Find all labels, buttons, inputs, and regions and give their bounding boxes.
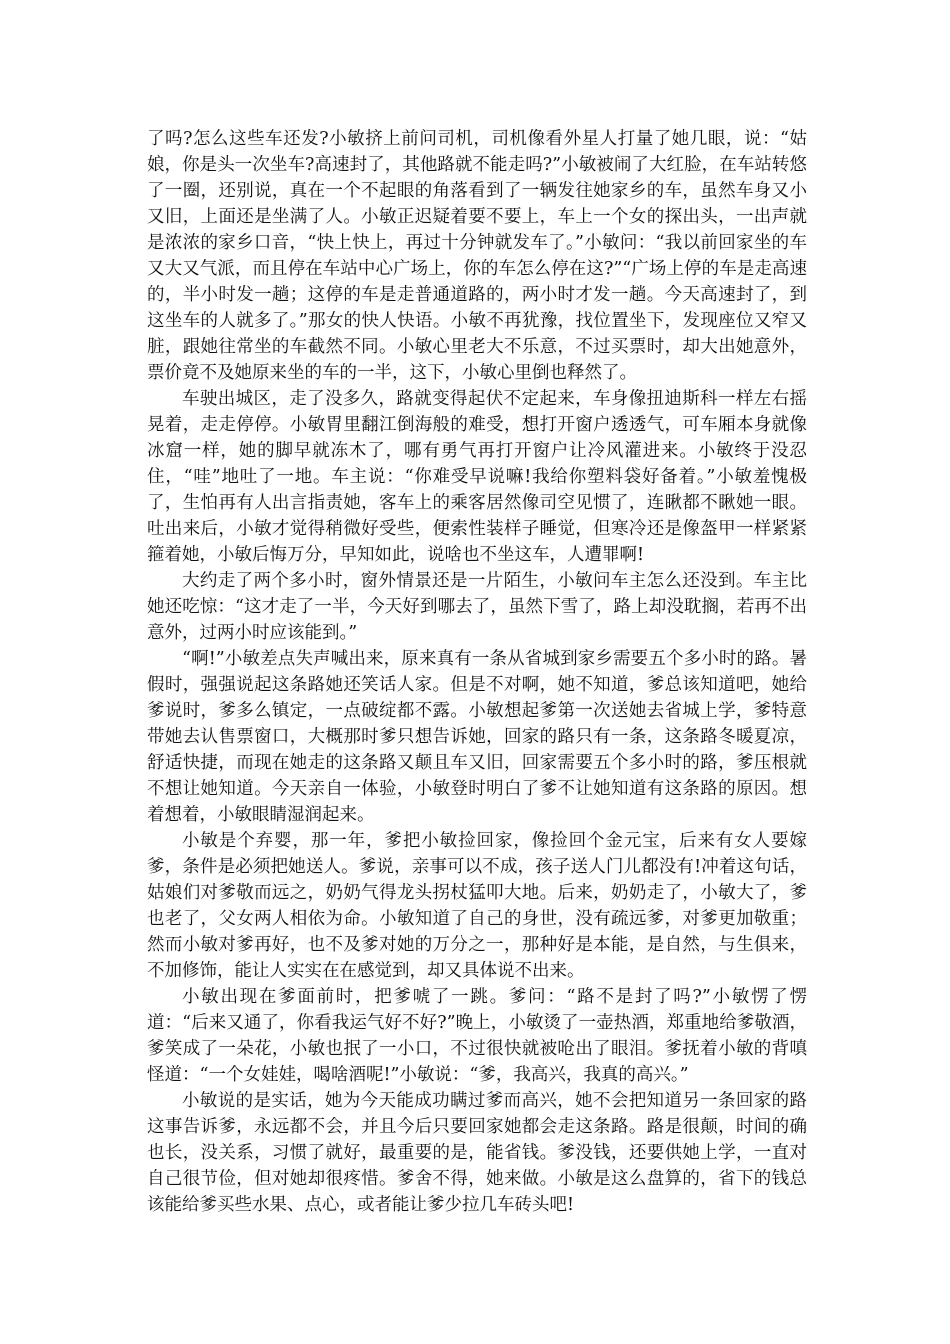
paragraph-3: 大约走了两个多小时，窗外情景还是一片陌生，小敏问车主怎么还没到。车主比她还吃惊：“这才走了一半，今天好到哪去了，虽然下雪了，路上却没耽搁，若再不出意外，过两小时应该能到。”: [147, 571, 807, 643]
paragraph-7: 小敏说的是实话，她为今天能成功瞒过爹而高兴，她不会把知道另一条回家的路这事告诉爹，永远都不会，并且今后只要回家她都会走这条路。路是很颠，时间的确也长，没关系，习惯了就好，最重要的是，能省钱。爹没钱，还要供她上学，一直对自己很节俭，但对她却很疼惜。爹舍不得，她来做。小敏是这么盘算的，省下的钱总该能给爹买些水果、点心，或者能让爹少拉几车砖头吧!: [147, 1091, 807, 1215]
paragraph-1: 了吗?怎么这些车还发?小敏挤上前问司机，司机像看外星人打量了她几眼，说：“姑娘，你是头一次坐车?高速封了，其他路就不能走吗?”小敏被闹了大红脸，在车站转悠了一圈，还别说，真在一个不起眼的角落看到了一辆发往她家乡的车，虽然车身又小又旧，上面还是坐满了人。小敏正迟疑着要不要上，车上一个女的探出头，一出声就是浓浓的家乡口音，“快上快上，再过十分钟就发车了。”小敏问：“我以前回家坐的车又大又气派，而且停在车站中心广场上，你的车怎么停在这?”“广场上停的车是走高速的，半小时发一趟；这停的车是走普通道路的，两小时才发一趟。今天高速封了，到这坐车的人就多了。”那女的快人快语。小敏不再犹豫，找位置坐下，发现座位又窄又脏，跟她往常坐的车截然不同。小敏心里老大不乐意，不过买票时，却大出她意外，票价竟不及她原来坐的车的一半，这下，小敏心里倒也释然了。: [147, 129, 807, 383]
paragraph-4: “啊!”小敏差点失声喊出来，原来真有一条从省城到家乡需要五个多小时的路。暑假时，强强说起这条路她还笑话人家。但是不对啊，她不知道，爹总该知道吧，她给爹说时，爹多么镇定，一点破绽都不露。小敏想起爹第一次送她去省城上学，爹特意带她去认售票窗口，大概那时爹只想告诉她，回家的路只有一条，这条路冬暖夏凉，舒适快捷，而现在她走的这条路又颠且车又旧，回家需要五个多小时的路，爹压根就不想让她知道。今天亲自一体验，小敏登时明白了爹不让她知道有这条路的原因。想着想着，小敏眼睛湿润起来。: [147, 649, 807, 825]
paragraph-6: 小敏出现在爹面前时，把爹唬了一跳。爹问：“路不是封了吗?”小敏愣了愣道：“后来又通了，你看我运气好不好?”晚上，小敏烫了一壶热酒，郑重地给爹敬酒，爹笑成了一朵花，小敏也抿了一小口，不过很快就被呛出了眼泪。爹抚着小敏的背嗔怪道：“一个女娃娃，喝啥酒呢!”小敏说：“爹，我高兴，我真的高兴。”: [147, 987, 807, 1085]
paragraph-2: 车驶出城区，走了没多久，路就变得起伏不定起来，车身像扭迪斯科一样左右摇晃着，走走停停。小敏胃里翻江倒海般的难受，想打开窗户透透气，可车厢本身就像冰窟一样，她的脚早就冻木了，哪有勇气再打开窗户让冷风灌进来。小敏终于没忍住，“哇”地吐了一地。车主说：“你难受早说嘛!我给你塑料袋好备着。”小敏羞愧极了，生怕再有人出言指责她，客车上的乘客居然像司空见惯了，连瞅都不瞅她一眼。吐出来后，小敏才觉得稍微好受些，便索性装样子睡觉，但寒冷还是像盔甲一样紧紧箍着她，小敏后悔万分，早知如此，说啥也不坐这车，人遭罪啊!: [147, 389, 807, 565]
story-text-body: [147, 126, 807, 1218]
paragraph-5: 小敏是个弃婴，那一年，爹把小敏捡回家，像捡回个金元宝，后来有女人要嫁爹，条件是必须把她送人。爹说，亲事可以不成，孩子送人门儿都没有!冲着这句话，姑娘们对爹敬而远之，奶奶气得龙头拐杖猛叩大地。后来，奶奶走了，小敏大了，爹也老了，父女两人相依为命。小敏知道了自己的身世，没有疏远爹，对爹更加敬重；然而小敏对爹再好，也不及爹对她的万分之一，那种好是本能，是自然，与生俱来，不加修饰，能让人实实在在感觉到，却又具体说不出来。: [147, 831, 807, 981]
